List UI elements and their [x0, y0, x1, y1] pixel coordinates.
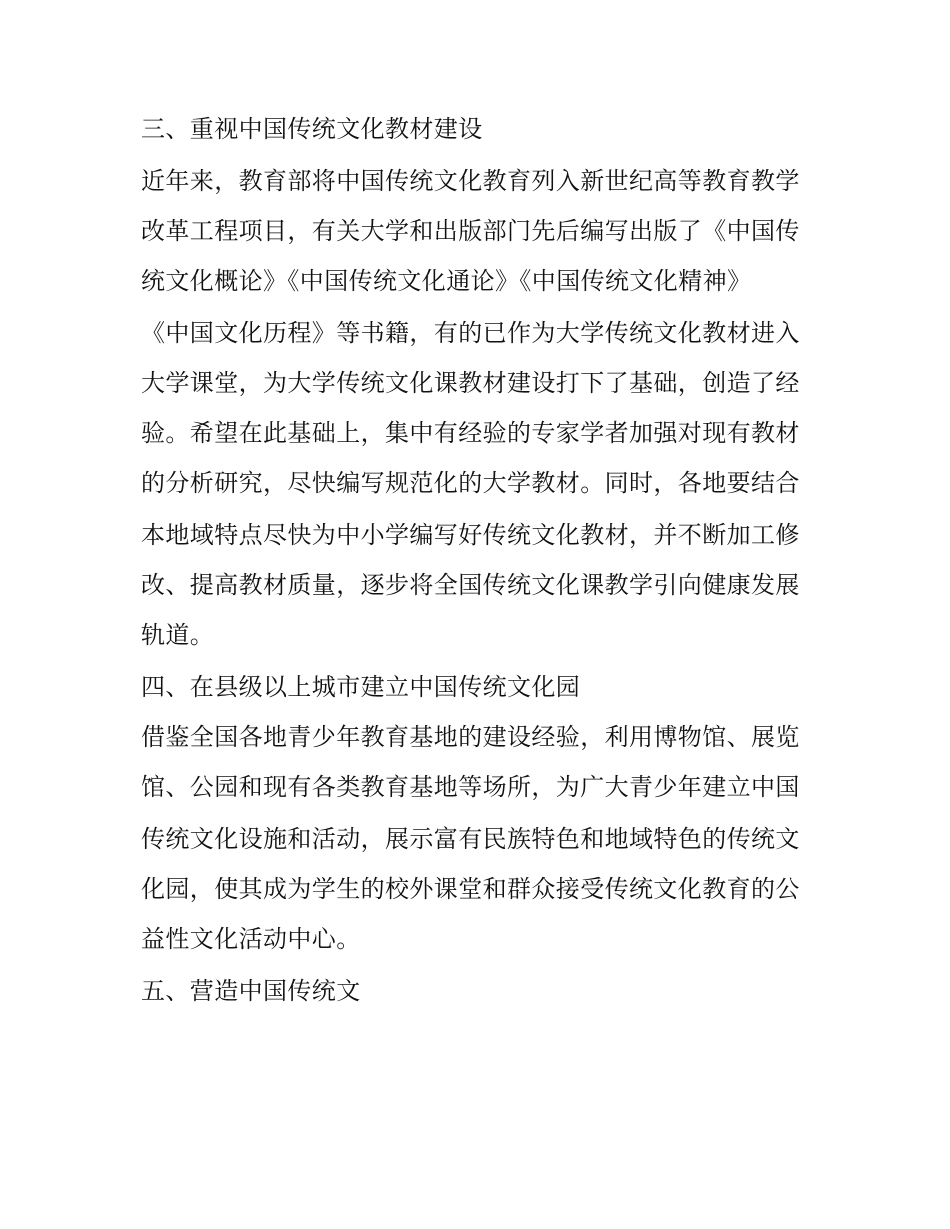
paragraph-line: 化园，使其成为学生的校外课堂和群众接受传统文化教育的公: [141, 875, 800, 903]
paragraph-line: 本地域特点尽快为中小学编写好传统文化教材，并不断加工修: [141, 521, 800, 549]
paragraph-line: 的分析研究，尽快编写规范化的大学教材。同时，各地要结合: [141, 469, 800, 497]
paragraph-line: 益性文化活动中心。: [141, 925, 361, 953]
section-heading: 三、重视中国传统文化教材建设: [141, 115, 483, 143]
paragraph-line: 统文化概论》《中国传统文化通论》《中国传统文化精神》: [141, 267, 752, 295]
paragraph-line: 改、提高教材质量，逐步将全国传统文化课教学引向健康发展: [141, 571, 800, 599]
paragraph-line: 借鉴全国各地青少年教育基地的建设经验，利用博物馆、展览: [141, 723, 800, 751]
paragraph-line: 近年来，教育部将中国传统文化教育列入新世纪高等教育教学: [141, 167, 800, 195]
paragraph-line: 《中国文化历程》等书籍，有的已作为大学传统文化教材进入: [141, 319, 800, 347]
paragraph-line: 馆、公园和现有各类教育基地等场所，为广大青少年建立中国: [141, 773, 800, 801]
section-heading: 四、在县级以上城市建立中国传统文化园: [141, 673, 581, 701]
section-heading: 五、营造中国传统文: [141, 977, 361, 1005]
paragraph-line: 大学课堂，为大学传统文化课教材建设打下了基础，创造了经: [141, 369, 800, 397]
paragraph-line: 验。希望在此基础上，集中有经验的专家学者加强对现有教材: [141, 419, 800, 447]
paragraph-line: 传统文化设施和活动，展示富有民族特色和地域特色的传统文: [141, 825, 800, 853]
paragraph-line: 改革工程项目，有关大学和出版部门先后编写出版了《中国传: [141, 217, 800, 245]
paragraph-line: 轨道。: [141, 621, 215, 649]
